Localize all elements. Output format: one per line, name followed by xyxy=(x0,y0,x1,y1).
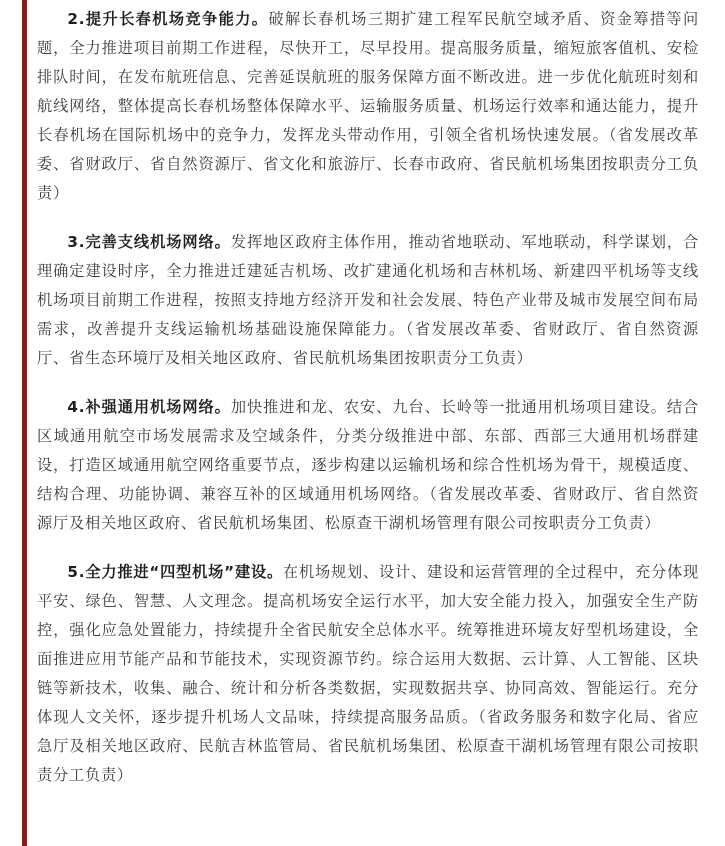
paragraph-text: 破解长春机场三期扩建工程军民航空域矛盾、资金筹措等问题，全力推进项目前期工作进程，尽快开工，尽早投用。提高服务质量，缩短旅客值机、安检排队时间，在发布航班信息、完善延误航班的服务保障方面不断改进。进一步优化航班时刻和航线网络，整体提高长春机场整体保障水平、运输服务质量、机场运行效率和通达能力，提升长春机场在国际机场中的竞争力，发挥龙头带动作用，引领全省机场快速发展。（省发展改革委、省财政厅、省自然资源厅、省文化和旅游厅、长春市政府、省民航机场集团按职责分工负责） xyxy=(37,10,699,202)
paragraph-4-general-aviation-network xyxy=(37,393,699,538)
paragraph-heading: 4.补强通用机场网络。 xyxy=(67,398,231,416)
paragraph-2-airport-competitiveness xyxy=(37,5,699,208)
paragraph-text: 在机场规划、设计、建设和运营管理的全过程中，充分体现平安、绿色、智慧、人文理念。提高机场安全运行水平，加大安全能力投入，加强安全生产防控，强化应急处置能力，持续提升全省民航安全总体水平。统筹推进环境友好型机场建设，全面推进应用节能产品和节能技术，实现资源节约。综合运用大数据、云计算、人工智能、区块链等新技术，收集、融合、统计和分析各类数据，实现数据共享、协同高效、智能运行。充分体现人文关怀，逐步提升机场人文品味，持续提高服务品质。（省政务服务和数字化局、省应急厅及相关地区政府、民航吉林监管局、省民航机场集团、松原查干湖机场管理有限公司按职责分工负责） xyxy=(37,563,699,784)
paragraph-text: 加快推进和龙、农安、九台、长岭等一批通用机场项目建设。结合区域通用航空市场发展需求及空域条件，分类分级推进中部、东部、西部三大通用机场群建设，打造区域通用航空网络重要节点，逐步构建以运输机场和综合性机场为骨干，规模适度、结构合理、功能协调、兼容互补的区域通用机场网络。（省发展改革委、省财政厅、省自然资源厅及相关地区政府、省民航机场集团、松原查干湖机场管理有限公司按职责分工负责） xyxy=(37,398,700,532)
paragraph-heading: 3.完善支线机场网络。 xyxy=(67,233,231,251)
paragraph-3-feeder-airport-network xyxy=(37,228,699,373)
left-accent-rule xyxy=(22,0,27,846)
article-body xyxy=(37,5,699,810)
paragraph-heading: 2.提升长春机场竞争能力。 xyxy=(67,10,269,28)
paragraph-5-four-type-airports xyxy=(37,558,699,790)
paragraph-heading: 5.全力推进“四型机场”建设。 xyxy=(67,563,283,581)
paragraph-text: 发挥地区政府主体作用，推动省地联动、军地联动，科学谋划，合理确定建设时序，全力推进迁建延吉机场、改扩建通化机场和吉林机场、新建四平机场等支线机场项目前期工作进程，按照支持地方经济开发和社会发展、特色产业带及城市发展空间布局需求，改善提升支线运输机场基础设施保障能力。（省发展改革委、省财政厅、省自然资源厅、省生态环境厅及相关地区政府、省民航机场集团按职责分工负责） xyxy=(37,233,700,367)
